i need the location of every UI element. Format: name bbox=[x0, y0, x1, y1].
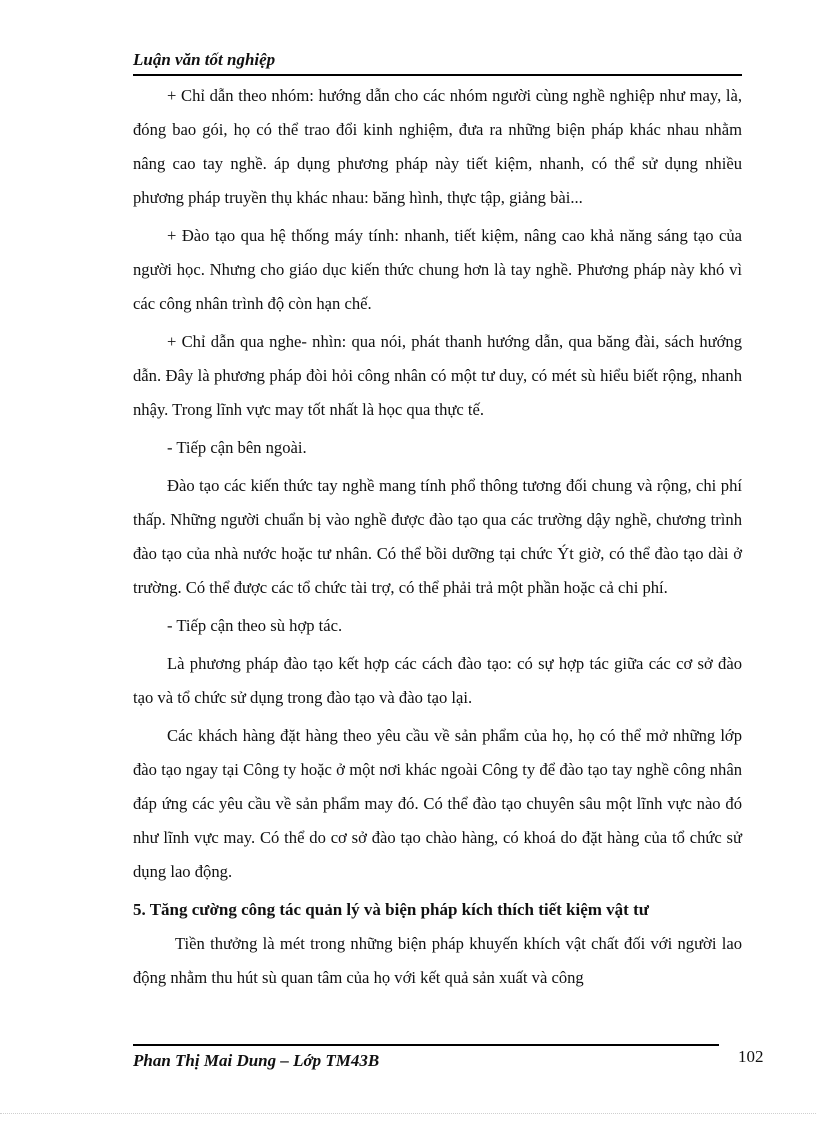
footer-author: Phan Thị Mai Dung – Lớp TM43B bbox=[133, 1051, 380, 1070]
paragraph: Tiền thưởng là mét trong những biện pháp khuyến khích vật chất đối với người lao động nhằm thu hút sù quan tâm của họ với kết quả sản xuất và công bbox=[133, 934, 742, 987]
running-header-title: Luận văn tốt nghiệp bbox=[133, 50, 276, 69]
paragraph: - Tiếp cận theo sù hợp tác. bbox=[167, 616, 343, 635]
paragraph: Các khách hàng đặt hàng theo yêu cầu về sản phẩm của họ, họ có thể mở những lớp đào tạo ngay tại Công ty hoặc ở một nơi khác ngoài Công ty để đào tạo tay nghề công nhân đáp ứng các yêu cầu về sản phẩm may đó. Có thể đào tạo chuyên sâu một lĩnh vực nào đó như lĩnh vực may. Có thể do cơ sở đào tạo chào hàng, có khoá do đặt hàng của tổ chức sử dụng lao động. bbox=[133, 726, 742, 881]
paragraph: Đào tạo các kiến thức tay nghề mang tính phổ thông tương đối chung và rộng, chi phí thấp. Những người chuẩn bị vào nghề được đào tạo qua các trường dậy nghề, chương trình đào tạo của nhà nước hoặc tư nhân. Có thể bồi dưỡng tại chức Ýt giờ, có thể đào tạo dài ở trường. Có thể được các tổ chức tài trợ, có thể phải trả một phần hoặc cả chi phí. bbox=[133, 476, 742, 597]
page-body bbox=[133, 79, 742, 999]
paragraph: - Tiếp cận bên ngoài. bbox=[167, 438, 307, 457]
paragraph: + Chỉ dẫn qua nghe- nhìn: qua nói, phát thanh hướng dẫn, qua băng đài, sách hướng dẫn. Đây là phương pháp đòi hỏi công nhân có một tư duy, có mét sù hiểu biết rộng, nhanh nhậy. Trong lĩnh vực may tốt nhất là học qua thực tế. bbox=[133, 332, 742, 419]
paragraph: Là phương pháp đào tạo kết hợp các cách đào tạo: có sự hợp tác giữa các cơ sở đào tạo và tổ chức sử dụng trong đào tạo và đào tạo lại. bbox=[133, 654, 742, 707]
page-number: 102 bbox=[738, 1047, 764, 1066]
page-bottom-border bbox=[0, 1113, 816, 1114]
paragraph: + Đào tạo qua hệ thống máy tính: nhanh, tiết kiệm, nâng cao khả năng sáng tạo của người học. Nhưng cho giáo dục kiến thức chung hơn là tay nghề. Phương pháp này khó vì các công nhân trình độ còn hạn chế. bbox=[133, 226, 742, 313]
paragraph: + Chỉ dẫn theo nhóm: hướng dẫn cho các nhóm người cùng nghề nghiệp như may, là, đóng bao gói, họ có thể trao đổi kinh nghiệm, đưa ra những biện pháp khác nhau nhằm nâng cao tay nghề. áp dụng phương pháp này tiết kiệm, nhanh, có thể sử dụng nhiều phương pháp truyền thụ khác nhau: băng hình, thực tập, giảng bài... bbox=[133, 86, 742, 207]
header-rule bbox=[133, 74, 742, 76]
footer-rule bbox=[133, 1044, 719, 1046]
section-heading: 5. Tăng cường công tác quản lý và biện pháp kích thích tiết kiệm vật tư bbox=[133, 900, 649, 919]
